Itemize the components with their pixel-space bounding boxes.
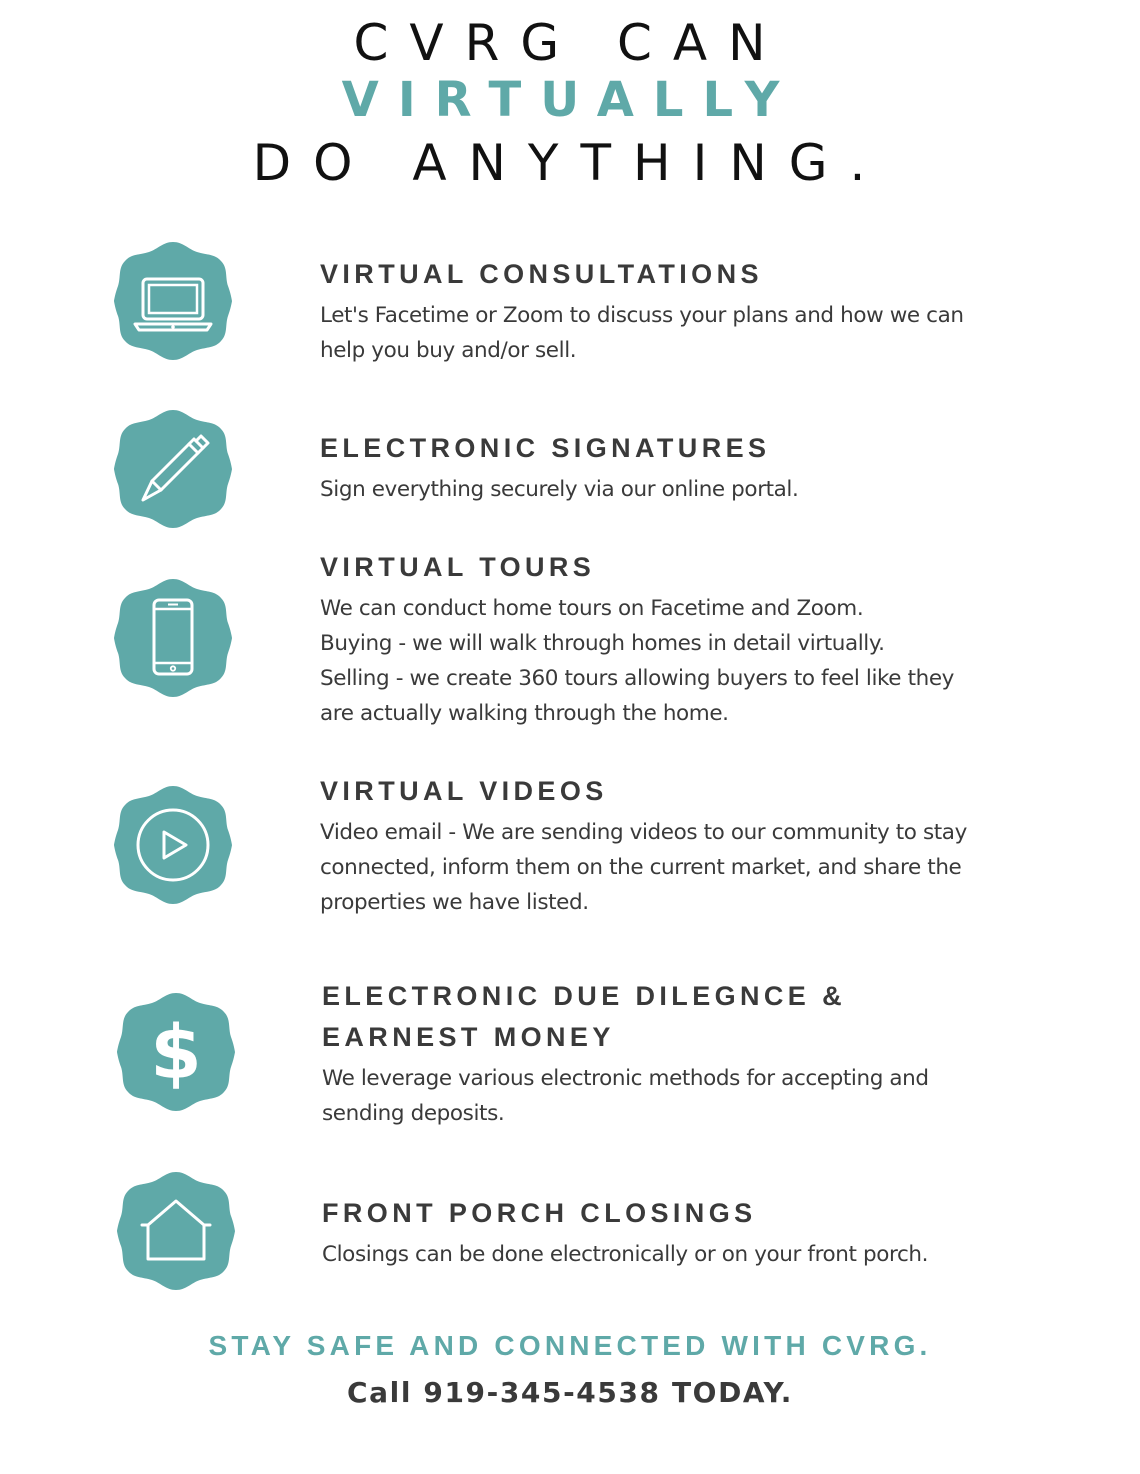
svg-text:$: $ xyxy=(150,1010,202,1096)
service-title-virtual-videos: VIRTUAL VIDEOS xyxy=(320,776,608,806)
service-badge xyxy=(111,407,235,531)
service-badge xyxy=(111,576,235,700)
pen-icon xyxy=(111,407,235,531)
footer-call-to-action: Call 919-345-4538 TODAY. xyxy=(346,1376,793,1409)
footer-tagline: STAY SAFE AND CONNECTED WITH CVRG. xyxy=(208,1330,932,1361)
service-text-electronic-due-diligence: We leverage various electronic methods for accepting and sending deposits. xyxy=(322,1066,929,1126)
smartphone-icon xyxy=(111,576,235,700)
service-title-front-porch-closings: FRONT PORCH CLOSINGS xyxy=(322,1198,757,1228)
service-text-virtual-consultations: Let's Facetime or Zoom to discuss your plans and how we can help you buy and/or sell. xyxy=(320,303,964,363)
service-text-virtual-videos: Video email - We are sending videos to our community to stay connected, inform them on the current market, and share the properties we have listed. xyxy=(320,820,967,915)
service-text-virtual-tours: We can conduct home tours on Facetime and Zoom. Buying - we will walk through homes in detail virtually. Selling - we create 360 tours allowing buyers to feel like they are actually walking through the home. xyxy=(320,596,954,726)
service-badge xyxy=(114,990,238,1114)
service-title-virtual-tours: VIRTUAL TOURS xyxy=(320,552,596,582)
service-badge xyxy=(111,239,235,363)
service-title-electronic-signatures: ELECTRONIC SIGNATURES xyxy=(320,433,771,463)
service-badge xyxy=(111,783,235,907)
title-line-1: CVRG CAN xyxy=(353,14,787,72)
service-text-front-porch-closings: Closings can be done electronically or on your front porch. xyxy=(322,1242,929,1267)
title-line-2: VIRTUALLY xyxy=(341,72,799,128)
service-title-virtual-consultations: VIRTUAL CONSULTATIONS xyxy=(320,259,763,289)
house-icon xyxy=(114,1169,238,1293)
play-icon xyxy=(111,783,235,907)
service-title-electronic-due-diligence: ELECTRONIC DUE DILEGNCE & EARNEST MONEY xyxy=(322,981,847,1052)
dollar-icon xyxy=(114,990,238,1114)
service-text-electronic-signatures: Sign everything securely via our online portal. xyxy=(320,477,799,502)
laptop-icon xyxy=(111,239,235,363)
title-line-3: DO ANYTHING. xyxy=(252,134,888,192)
service-badge xyxy=(114,1169,238,1293)
